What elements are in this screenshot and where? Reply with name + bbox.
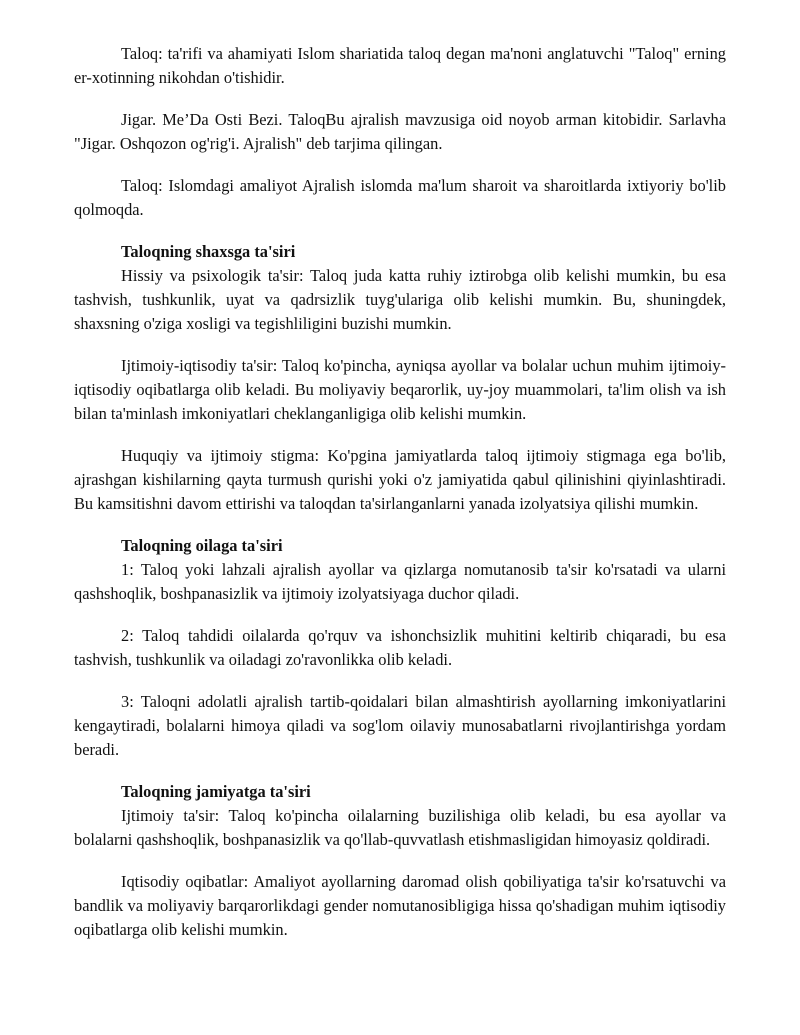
section-paragraph: Huquqiy va ijtimoiy stigma: Ko'pgina jamiyatlarda taloq ijtimoiy stigmaga ega bo'lib, ajrashgan kishilarning qayta turmush qurishi yoki o'z jamiyatida qabul qilinishini qiyinlashtiradi. Bu kamsitishni davom ettirishi va taloqdan ta'sirlanganlarni yanada izolyatsiya qilishi mumkin. xyxy=(74,446,726,513)
section-paragraph: 3: Taloqni adolatli ajralish tartib-qoidalari bilan almashtirish ayollarning imkoniyatlarini kengaytiradi, bolalarni himoya qiladi va sog'lom oilaviy munosabatlarni rivojlantirishga yordam beradi. xyxy=(74,692,726,759)
section-heading-society: Taloqning jamiyatga ta'siri xyxy=(121,782,311,801)
section-paragraph: Iqtisodiy oqibatlar: Amaliyot ayollarning daromad olish qobiliyatiga ta'sir ko'rsatuvchi va bandlik va moliyaviy barqarorlikdagi gender nomutanosibligiga hissa qo'shadigan muhim iqtisodiy oqibatlarga olib kelishi mumkin. xyxy=(74,872,726,939)
section-paragraph: Ijtimoiy-iqtisodiy ta'sir: Taloq ko'pincha, ayniqsa ayollar va bolalar uchun muhim ijtimoiy-iqtisodiy oqibatlarga olib keladi. Bu moliyaviy beqarorlik, uy-joy muammolari, ta'lim olish va ish bilan ta'minlash imkoniyatlari cheklanganligiga olib kelishi mumkin. xyxy=(74,356,726,423)
section-heading-family: Taloqning oilaga ta'siri xyxy=(121,536,283,555)
section-paragraph: Hissiy va psixologik ta'sir: Taloq juda katta ruhiy iztirobga olib kelishi mumkin, bu esa tashvish, tushkunlik, uyat va qadrsizlik tuyg'ulariga olib kelishi mumkin. Bu, shuningdek, shaxsning o'ziga xosligi va tegishliligini buzishi mumkin. xyxy=(74,266,726,333)
intro-paragraph: Taloq: ta'rifi va ahamiyati Islom shariatida taloq degan ma'noni anglatuvchi "Taloq" erning er-xotinning nikohdan o'tishidir. xyxy=(74,44,726,87)
section-paragraph: 2: Taloq tahdidi oilalarda qo'rquv va ishonchsizlik muhitini keltirib chiqaradi, bu esa tashvish, tushkunlik va oiladagi zo'ravonlikka olib keladi. xyxy=(74,626,726,669)
section-paragraph: Ijtimoiy ta'sir: Taloq ko'pincha oilalarning buzilishiga olib keladi, bu esa ayollar va bolalarni qashshoqlik, boshpanasizlik va qo'llab-quvvatlash etishmasligidan himoyasiz qoldiradi. xyxy=(74,806,726,849)
intro-paragraph: Jigar. Me’Da Osti Bezi. TaloqBu ajralish mavzusiga oid noyob arman kitobidir. Sarlavha "Jigar. Oshqozon og'rig'i. Ajralish" deb tarjima qilingan. xyxy=(74,110,726,153)
section-paragraph: 1: Taloq yoki lahzali ajralish ayollar va qizlarga nomutanosib ta'sir ko'rsatadi va ularni qashshoqlik, boshpanasizlik va ijtimoiy izolyatsiyaga duchor qiladi. xyxy=(74,560,726,603)
section-heading-individual: Taloqning shaxsga ta'siri xyxy=(121,242,296,261)
intro-paragraph: Taloq: Islomdagi amaliyot Ajralish islomda ma'lum sharoit va sharoitlarda ixtiyoriy bo'lib qolmoqda. xyxy=(74,176,726,219)
